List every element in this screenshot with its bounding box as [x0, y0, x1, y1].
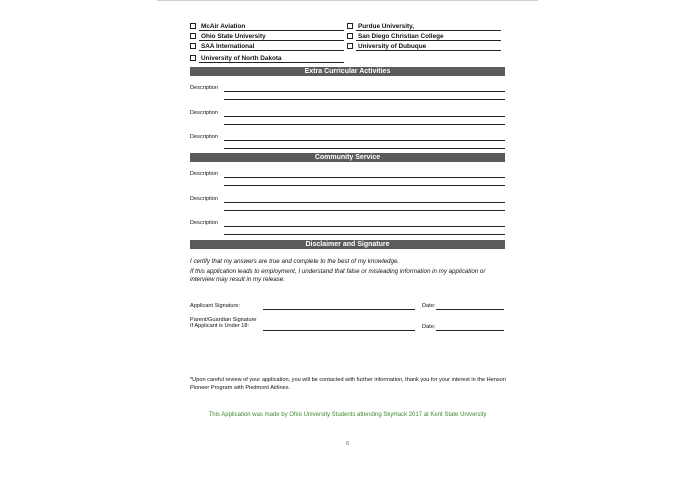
footnote: *Upon careful review of your application, you will be contacted with further information, thank you for your interest in the Henson Pioneer Program with Piedmont Airlines.: [190, 377, 506, 391]
guardian-condition-label: If Applicant is Under 18:: [190, 323, 250, 329]
guardian-signature-line[interactable]: [263, 330, 415, 331]
date-label: Date:: [422, 303, 436, 309]
description-line[interactable]: [224, 148, 505, 149]
certify-statement: I certify that my answers are true and complete to the best of my knowledge.: [190, 258, 400, 265]
description-label: Description: [190, 171, 218, 177]
checkbox-icon[interactable]: [347, 43, 353, 49]
checkbox-label: SAA International: [201, 43, 255, 50]
description-line[interactable]: [224, 140, 505, 141]
guardian-signature-label: Parent/Guardian Signature: [190, 317, 257, 323]
description-line[interactable]: [224, 124, 505, 125]
description-line[interactable]: [224, 91, 505, 92]
description-line[interactable]: [224, 226, 505, 227]
checkbox-icon[interactable]: [190, 43, 196, 49]
page-number: 6: [345, 441, 350, 447]
checkbox-label: University of Dubuque: [358, 43, 427, 50]
section-header-disclaimer: Disclaimer and Signature: [190, 240, 505, 249]
employment-statement: If this application leads to employment, I understand that false or misleading information in my application or interview may result in my release.: [190, 268, 486, 283]
description-line[interactable]: [224, 210, 505, 211]
description-label: Description: [190, 196, 218, 202]
description-line[interactable]: [224, 177, 505, 178]
checkbox-university-of-dubuque[interactable]: [356, 40, 501, 51]
checkbox-label: McAir Aviation: [201, 23, 246, 30]
applicant-date-line[interactable]: [436, 309, 504, 310]
date-label: Date:: [422, 324, 436, 330]
checkbox-label: Ohio State University: [201, 33, 266, 40]
checkbox-university-of-north-dakota[interactable]: [199, 52, 344, 63]
checkbox-icon[interactable]: [190, 33, 196, 39]
description-line[interactable]: [224, 234, 505, 235]
description-label: Description: [190, 85, 218, 91]
checkbox-icon[interactable]: [347, 33, 353, 39]
description-line[interactable]: [224, 116, 505, 117]
checkbox-icon[interactable]: [190, 55, 196, 61]
checkbox-icon[interactable]: [347, 23, 353, 29]
description-label: Description: [190, 110, 218, 116]
description-label: Description: [190, 134, 218, 140]
page-top-border: [157, 0, 538, 1]
description-label: Description: [190, 220, 218, 226]
checkbox-label: University of North Dakota: [201, 55, 282, 62]
checkbox-saa-international[interactable]: [199, 40, 344, 51]
checkbox-label: San Diego Christian College: [358, 33, 444, 40]
description-line[interactable]: [224, 185, 505, 186]
checkbox-label: Purdue University,: [358, 23, 414, 30]
applicant-signature-label: Applicant Signature:: [190, 303, 241, 309]
applicant-signature-line[interactable]: [263, 309, 415, 310]
guardian-date-line[interactable]: [436, 330, 504, 331]
description-line[interactable]: [224, 202, 505, 203]
credit-line: This Application was made by Ohio University Students attending SkyHack 2017 at Kent State University: [208, 412, 487, 418]
checkbox-icon[interactable]: [190, 23, 196, 29]
section-header-extracurricular: Extra Curricular Activities: [190, 67, 505, 76]
description-line[interactable]: [224, 99, 505, 100]
section-header-community-service: Community Service: [190, 153, 505, 162]
